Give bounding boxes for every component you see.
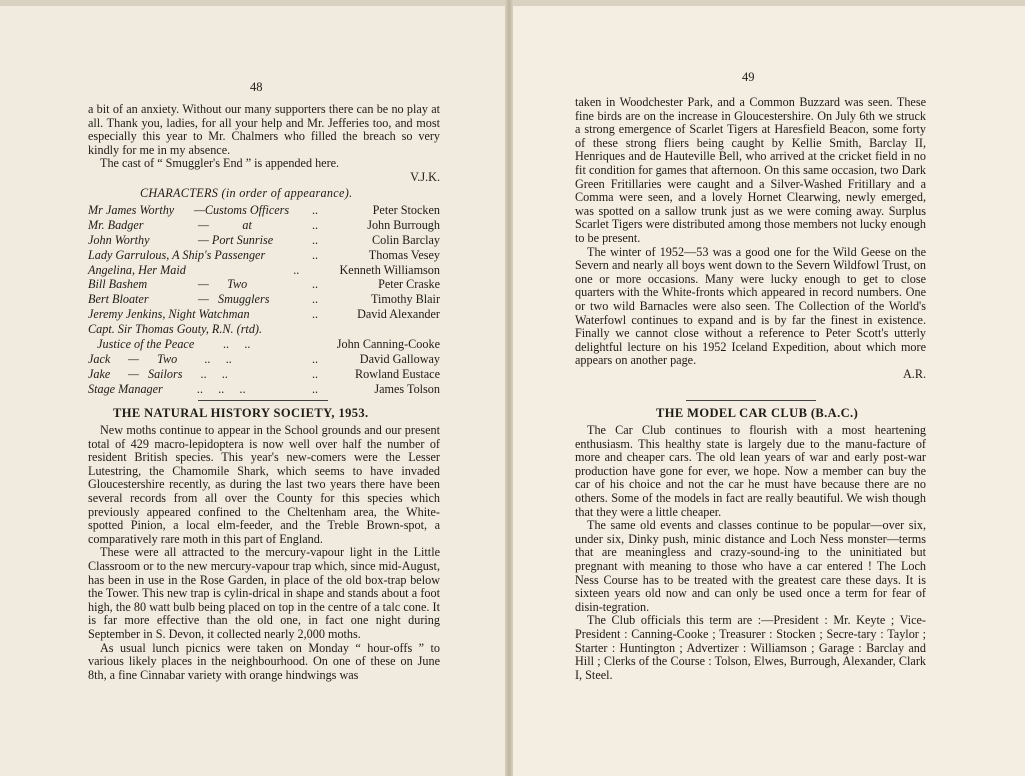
signature-right: A.R. — [902, 366, 926, 381]
cast-group: — Two .. .. — [128, 351, 233, 366]
cast-role: Jake — [88, 366, 111, 381]
cast-role: Jeremy Jenkins, Night Watchman — [88, 307, 250, 322]
section-divider — [686, 400, 816, 401]
cast-dots: .. — [312, 277, 319, 292]
body-paragraph: New moths continue to appear in the School grounds and our present total of 429 macro-lepidoptera is now well over half the number of resident British species. This year's new-comers were the Lesser Lutestring, the Chamomile Shark, which seems to have invaded Gloucestershire recently, as during the last two years there have been several records from all over the County for this species which previously appeared confined to the Cheltenham area, the White-spotted Pinion, a local elm-feeder, and the Treble Brown-spot, a comparatively rare moth in this part of England. — [88, 423, 440, 546]
cast-group: — Sailors .. .. — [128, 366, 229, 381]
cast-list — [88, 203, 440, 397]
cast-role: John Worthy — [88, 232, 150, 247]
natural-history-text — [88, 424, 440, 682]
cast-role: Bill Bashem — [88, 277, 148, 292]
cast-dots: .. — [312, 366, 319, 381]
signature-left: V.J.K. — [410, 169, 440, 184]
body-paragraph: taken in Woodchester Park, and a Common Buzzard was seen. These fine birds are on the increase in Gloucestershire. On July 6th we struck a strong emergence of Scarlet Tigers at Haresfield Beacon, some forty of these strong fliers being caught by Kellie Smith, Barclay II, Henriques and de Hauteville Bell, who arrived at the cricket field in no fit condition for games that afternoon. On this same occasion, two Dark Green Fritillaries were caught and a Silver-Washed Fritillary and a Comma were seen, and a lovely Hornet Clearwing, newly emerged, was spotted on a sallow trunk just as we were coming away. Surplus Scarlet Tigers were distributed among those members not lucky enough to be present. — [575, 95, 926, 245]
cast-actor: Rowland Eustace — [355, 366, 440, 381]
cast-row — [88, 292, 440, 307]
cast-role: Mr. Badger — [88, 217, 144, 232]
body-paragraph: The Car Club continues to flourish with a most heartening enthusiasm. This healthy state is largely due to the manu-facture of more and cheaper cars. The old lean years of war and early post-war production have gone for ever, we hope. Now a member can buy the car of his choice and not the car he must have because there are no others. Some of the models in fact are really beautiful. We wish though that they were a little cheaper. — [575, 423, 926, 519]
cast-actor: David Galloway — [359, 351, 440, 366]
cast-role: Angelina, Her Maid — [88, 262, 186, 277]
cast-row — [88, 322, 440, 337]
cast-dots: .. — [312, 292, 319, 307]
cast-row — [88, 307, 440, 322]
cast-actor: Peter Stocken — [372, 203, 440, 217]
cast-row — [88, 367, 440, 382]
cast-group: .. .. .. — [188, 381, 246, 396]
section-title-model-car-club: THE MODEL CAR CLUB (B.A.C.) — [656, 406, 859, 420]
cast-dots: .. — [312, 217, 319, 232]
book-gutter — [505, 0, 513, 776]
cast-group: —Customs Officers — [194, 203, 290, 217]
section-divider — [198, 400, 328, 401]
intro-text — [88, 103, 440, 185]
cast-actor: James Tolson — [374, 381, 440, 396]
body-paragraph: The same old events and classes continue to be popular—over six, under six, Dinky push, minic distance and Loch Ness monster—terms that are meaningless and crazy-sound-ing to the uninitiated but pregnant with meaning to those who have a car entered ! The Loch Ness Course has to be treated with the greatest care these days. It is sixteen years old now and can only be used once a term for fear of disin-tegration. — [575, 518, 926, 614]
cast-row — [88, 233, 440, 248]
intro-paragraph: The cast of “ Smuggler's End ” is appended here. — [100, 156, 340, 171]
cast-role: Mr James Worthy — [88, 203, 175, 217]
cast-dots: .. — [312, 232, 319, 247]
cast-actor: Thomas Vesey — [368, 247, 440, 262]
cast-dots: .. — [312, 247, 319, 262]
cast-role: Jack — [88, 351, 111, 366]
cast-actor: Timothy Blair — [371, 292, 440, 307]
cast-role: Lady Garrulous, A Ship's Passenger — [88, 247, 266, 262]
cast-role: Justice of the Peace — [88, 337, 195, 352]
cast-actor: Colin Barclay — [371, 232, 440, 247]
cast-row — [88, 382, 440, 397]
cast-role: Capt. Sir Thomas Gouty, R.N. (rtd). — [88, 322, 263, 337]
intro-paragraph: a bit of an anxiety. Without our many supporters there can be no play at all. Thank you, ladies, for all your help and Mr. Jefferies too, and most especially this year to Mr. Chalmers who filled the breach so very kindly for me in my absence. — [88, 102, 440, 157]
cast-group: — Port Sunrise — [198, 232, 274, 247]
cast-row — [88, 352, 440, 367]
cast-group: — at — [198, 217, 252, 232]
cast-actor: John Canning-Cooke — [336, 337, 440, 352]
body-paragraph: The Club officials this term are :—President : Mr. Keyte ; Vice-President : Canning-Cooke ; Treasurer : Stocken ; Secre-tary : Taylor ; Starter : Huntington ; Advertizer : Williamson ; Garage : Barclay and Hill ; Clerks of the Course : Tolson, Elwes, Burrough, Alexander, Clark I, Steel. — [575, 613, 926, 682]
page-number-right: 49 — [742, 70, 755, 84]
cast-row — [88, 263, 440, 278]
cast-actor: Peter Craske — [378, 277, 440, 292]
body-paragraph: As usual lunch picnics were taken on Monday “ hour-offs ” to various likely places in the neighbourhood. On one of these on June 8th, a fine Cinnabar variety with orange hindwings was — [88, 640, 440, 682]
cast-actor: Kenneth Williamson — [339, 262, 440, 277]
cast-dots: .. — [312, 351, 319, 366]
cast-role: Stage Manager — [88, 381, 163, 396]
model-car-club-text — [575, 424, 926, 682]
page-number-left: 48 — [250, 80, 263, 94]
cast-role: Bert Bloater — [88, 292, 149, 307]
cast-dots: .. — [312, 307, 319, 322]
cast-dots: .. — [278, 262, 300, 277]
right-continued-text — [575, 96, 926, 381]
cast-row — [88, 277, 440, 292]
cast-dots: .. — [312, 203, 319, 217]
cast-dots: .. — [312, 381, 319, 396]
cast-group: .. .. — [208, 337, 251, 352]
cast-group: — Two — [198, 277, 248, 292]
body-paragraph: These were all attracted to the mercury-vapour light in the Little Classroom or to the new mercury-vapour trap which, since mid-August, has been in use in the Rose Garden, in place of the old box-trap below the Tower. This new trap is cylin-drical in shape and stands about a foot high, the 80 watt bulb being placed on top in the centre of a talc cone. It is far more effective than the old one, in fact one night during September in S. Devon, it collected nearly 2,000 moths. — [88, 545, 440, 641]
cast-row — [88, 337, 440, 352]
body-paragraph: The winter of 1952—53 was a good one for the Wild Geese on the Severn and nearly all boys went down to the Severn Wildfowl Trust, on one or more occasions. Many were lucky enough to get to close quarters with the White-fronts which appeared in record numbers. One or two wild Barnacles were also seen. The Collection of the World's Waterfowl continues to expand and is by far the finest in existence. Finally we cannot close without a reference to Peter Scott's utterly delightful lecture on his 1952 Iceland Expedition, about which more appears on another page. — [575, 244, 926, 368]
cast-row — [88, 248, 440, 263]
section-title-natural-history: THE NATURAL HISTORY SOCIETY, 1953. — [113, 406, 369, 420]
cast-actor: David Alexander — [357, 307, 440, 322]
cast-row — [88, 203, 440, 218]
characters-heading: CHARACTERS (in order of appearance). — [140, 186, 353, 200]
cast-group: — Smugglers — [198, 292, 270, 307]
cast-actor: John Burrough — [367, 217, 440, 232]
cast-row — [88, 218, 440, 233]
